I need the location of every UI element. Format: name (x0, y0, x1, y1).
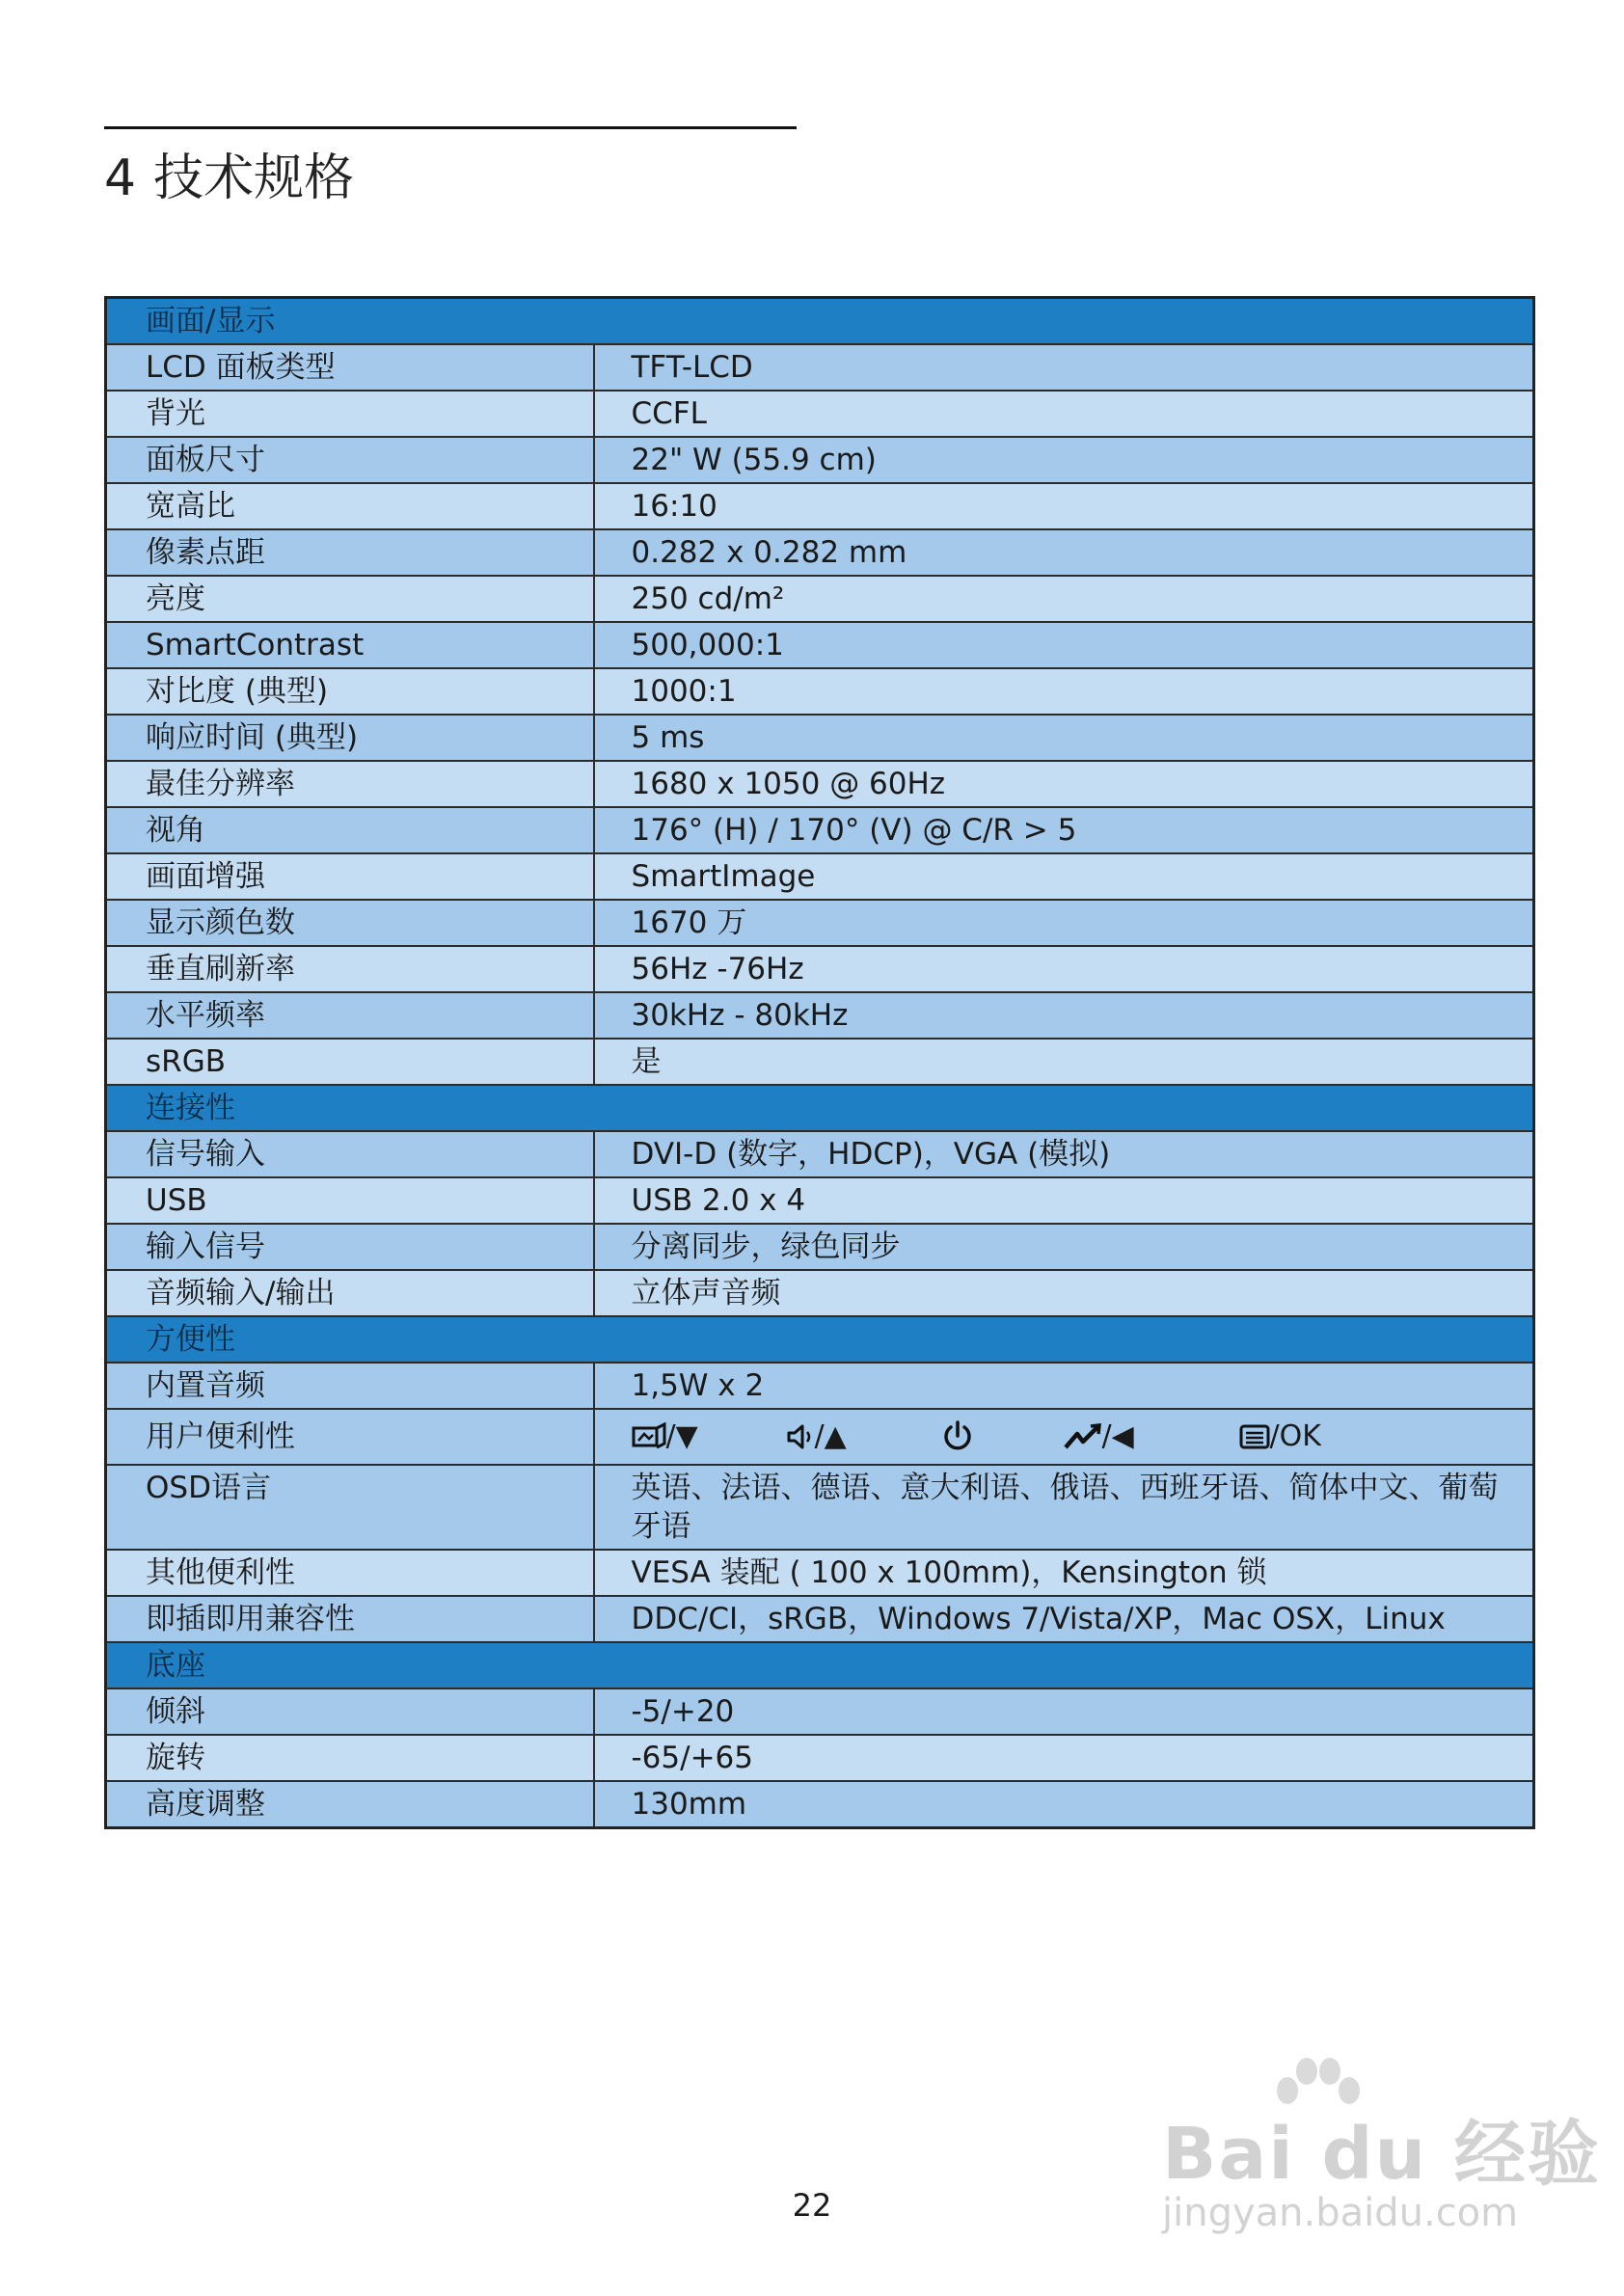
table-row (106, 622, 1534, 668)
control-input (1064, 1418, 1239, 1456)
menu-icon (1239, 1423, 1270, 1450)
table-row (106, 1039, 1534, 1085)
table-row (106, 529, 1534, 576)
spec-label: 背光 (106, 391, 594, 437)
table-row (106, 761, 1534, 807)
spec-label: 响应时间 (典型) (106, 715, 594, 761)
spec-label: 内置音频 (106, 1363, 594, 1409)
table-row (106, 992, 1534, 1039)
table-row (106, 715, 1534, 761)
spec-label: 用户便利性 (106, 1409, 594, 1465)
table-row (106, 1550, 1534, 1596)
smartimage-icon (632, 1422, 666, 1451)
spec-label: OSD语言 (106, 1465, 594, 1550)
spec-label: 水平频率 (106, 992, 594, 1039)
power-icon (940, 1419, 975, 1454)
spec-value: 立体声音频 (594, 1270, 1534, 1316)
spec-value: DVI-D (数字，HDCP)，VGA (模拟) (594, 1131, 1534, 1177)
spec-label: 即插即用兼容性 (106, 1596, 594, 1642)
section-header: 方便性 (106, 1316, 1534, 1363)
section-header: 底座 (106, 1642, 1534, 1688)
spec-value: SmartImage (594, 853, 1534, 900)
spec-label: 信号输入 (106, 1131, 594, 1177)
control-volume (786, 1418, 940, 1456)
spec-label: LCD 面板类型 (106, 344, 594, 391)
table-row (106, 1596, 1534, 1642)
section-header: 连接性 (106, 1085, 1534, 1131)
table-row (106, 1465, 1534, 1550)
control-suffix: /◀ (1101, 1419, 1134, 1453)
spec-value: 500,000:1 (594, 622, 1534, 668)
top-rule (104, 126, 797, 129)
control-smartimage (632, 1418, 786, 1456)
spec-value: 1680 x 1050 @ 60Hz (594, 761, 1534, 807)
spec-label: 对比度 (典型) (106, 668, 594, 715)
spec-label: SmartContrast (106, 622, 594, 668)
input-icon (1064, 1422, 1102, 1451)
spec-value: 1670 万 (594, 900, 1534, 946)
control-suffix: /▼ (665, 1419, 698, 1453)
baidu-watermark (1152, 2054, 1601, 2256)
spec-value: 130mm (594, 1781, 1534, 1828)
spec-value: 分离同步，绿色同步 (594, 1224, 1534, 1270)
spec-label: 画面增强 (106, 853, 594, 900)
spec-label: 显示颜色数 (106, 900, 594, 946)
spec-label: 其他便利性 (106, 1550, 594, 1596)
spec-value: 英语、法语、德语、意大利语、俄语、西班牙语、简体中文、葡萄牙语 (594, 1465, 1534, 1550)
spec-value: 5 ms (594, 715, 1534, 761)
control-menu (1239, 1418, 1321, 1456)
table-row (106, 437, 1534, 483)
table-row (106, 1131, 1534, 1177)
control-suffix: /▲ (814, 1419, 847, 1453)
table-row (106, 900, 1534, 946)
watermark-brand: Bai du 经验 (1162, 2113, 1601, 2196)
spec-value: 是 (594, 1039, 1534, 1085)
spec-value: DDC/CI，sRGB，Windows 7/Vista/XP，Mac OSX，Linux (594, 1596, 1534, 1642)
table-row (106, 1177, 1534, 1224)
table-row (106, 1409, 1534, 1465)
chapter-number: 4 (104, 149, 137, 207)
spec-label: 旋转 (106, 1735, 594, 1781)
spec-label: 最佳分辨率 (106, 761, 594, 807)
control-power (940, 1419, 1064, 1454)
spec-value: -65/+65 (594, 1735, 1534, 1781)
spec-value: 30kHz - 80kHz (594, 992, 1534, 1039)
spec-table (104, 296, 1535, 1829)
spec-value: 176° (H) / 170° (V) @ C/R > 5 (594, 807, 1534, 853)
spec-value: 16:10 (594, 483, 1534, 529)
watermark-url: jingyan.baidu.com (1162, 2191, 1519, 2235)
spec-label: sRGB (106, 1039, 594, 1085)
table-row (106, 1270, 1534, 1316)
table-row (106, 1363, 1534, 1409)
spec-value: VESA 装配 ( 100 x 100mm)，Kensington 锁 (594, 1550, 1534, 1596)
spec-value: TFT-LCD (594, 344, 1534, 391)
spec-value: 0.282 x 0.282 mm (594, 529, 1534, 576)
spec-value: 1000:1 (594, 668, 1534, 715)
table-row (106, 1735, 1534, 1781)
spec-label: 音频输入/输出 (106, 1270, 594, 1316)
control-suffix: /OK (1269, 1419, 1321, 1453)
table-row (106, 853, 1534, 900)
table-row (106, 807, 1534, 853)
spec-value-controls (594, 1409, 1534, 1465)
spec-label: USB (106, 1177, 594, 1224)
table-row (106, 344, 1534, 391)
table-row (106, 1688, 1534, 1735)
spec-label: 视角 (106, 807, 594, 853)
table-row (106, 576, 1534, 622)
page-number: 22 (792, 2187, 832, 2224)
spec-label: 垂直刷新率 (106, 946, 594, 992)
volume-icon (786, 1422, 815, 1451)
spec-label: 倾斜 (106, 1688, 594, 1735)
table-row (106, 391, 1534, 437)
spec-label: 亮度 (106, 576, 594, 622)
spec-value: -5/+20 (594, 1688, 1534, 1735)
spec-label: 宽高比 (106, 483, 594, 529)
spec-value: 1,5W x 2 (594, 1363, 1534, 1409)
table-row (106, 483, 1534, 529)
spec-value: 22" W (55.9 cm) (594, 437, 1534, 483)
table-row (106, 668, 1534, 715)
spec-value: CCFL (594, 391, 1534, 437)
front-controls (632, 1418, 1533, 1456)
table-row (106, 946, 1534, 992)
table-row (106, 1781, 1534, 1828)
page-title (104, 145, 354, 212)
spec-value: 56Hz -76Hz (594, 946, 1534, 992)
section-header: 画面/显示 (106, 298, 1534, 345)
spec-label: 高度调整 (106, 1781, 594, 1828)
table-row (106, 1224, 1534, 1270)
spec-value: 250 cd/m² (594, 576, 1534, 622)
spec-label: 面板尺寸 (106, 437, 594, 483)
spec-label: 像素点距 (106, 529, 594, 576)
chapter-title-text: 技术规格 (153, 149, 355, 207)
spec-label: 输入信号 (106, 1224, 594, 1270)
spec-value: USB 2.0 x 4 (594, 1177, 1534, 1224)
